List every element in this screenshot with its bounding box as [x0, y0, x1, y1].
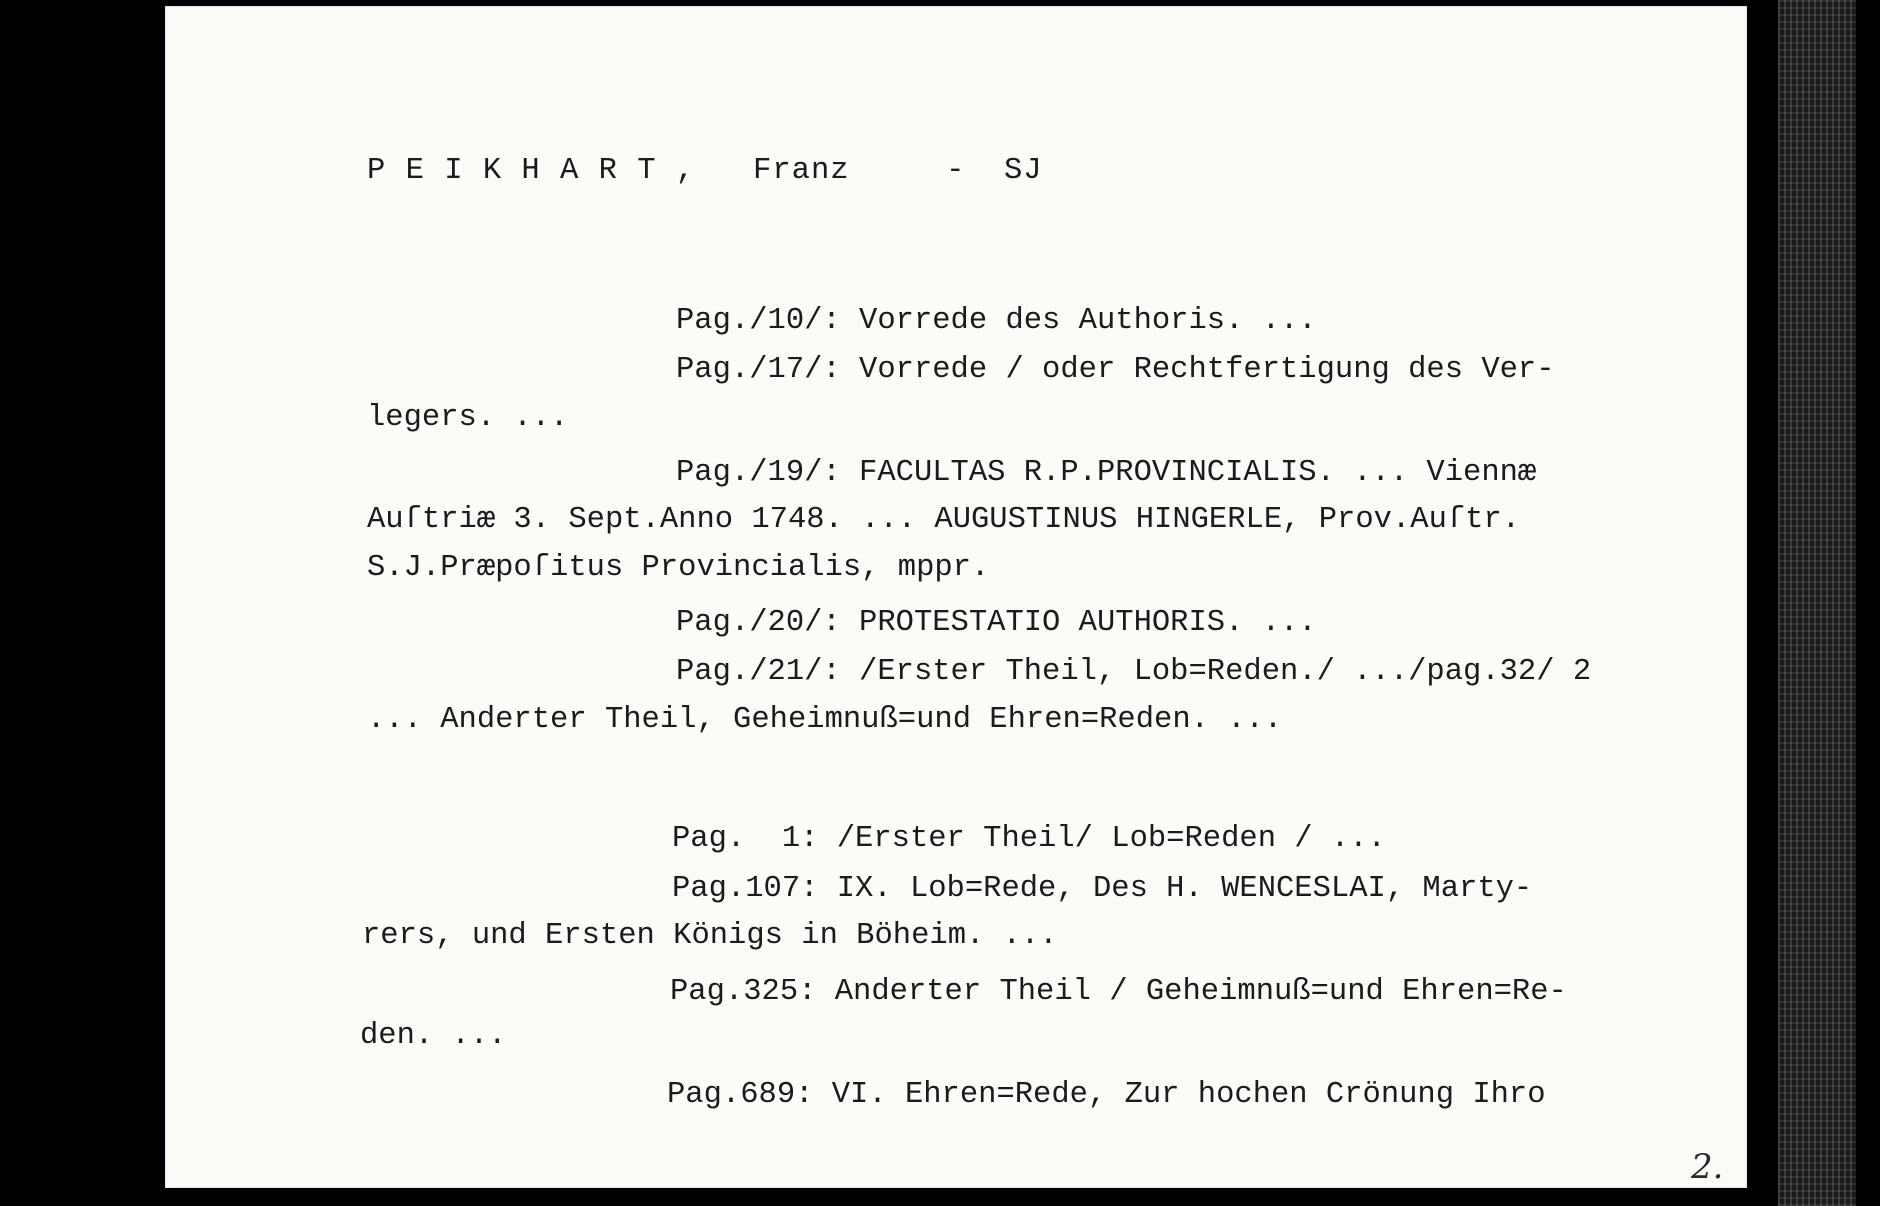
text-line: Pag./10/: Vorrede des Authoris. ...	[676, 304, 1317, 338]
scan-edge-strip	[1778, 0, 1856, 1206]
text-line: rers, und Ersten Königs in Böheim. ...	[362, 919, 1058, 953]
text-line: Pag./20/: PROTESTATIO AUTHORIS. ...	[676, 606, 1317, 640]
text-line: Pag./19/: FACULTAS R.P.PROVINCIALIS. ... Viennæ	[676, 456, 1537, 490]
text-line: S.J.Præpoſitus Provincialis, mppr.	[367, 551, 990, 585]
text-line: Pag./17/: Vorrede / oder Rechtfertigung des Ver-	[676, 353, 1555, 387]
text-line: den. ...	[360, 1019, 507, 1053]
text-line: Pag. 1: /Erster Theil/ Lob=Reden / ...	[672, 822, 1386, 856]
text-line: Pag.107: IX. Lob=Rede, Des H. WENCESLAI, Marty-	[672, 872, 1533, 906]
handwritten-page-number: 2.	[1691, 1147, 1724, 1187]
text-line: Auſtriæ 3. Sept.Anno 1748. ... AUGUSTINUS HINGERLE, Prov.Auſtr.	[367, 503, 1521, 537]
text-line: Pag.689: VI. Ehren=Rede, Zur hochen Crönung Ihro	[667, 1078, 1546, 1112]
text-line: Pag./21/: /Erster Theil, Lob=Reden./ .../pag.32/ 2	[676, 655, 1592, 689]
text-line: ... Anderter Theil, Geheimnuß=und Ehren=Reden. ...	[367, 703, 1283, 737]
text-line: Pag.325: Anderter Theil / Geheimnuß=und Ehren=Re-	[670, 975, 1567, 1009]
text-line: legers. ...	[367, 401, 569, 435]
card-heading: P E I K H A R T , Franz - SJ	[367, 154, 1043, 188]
